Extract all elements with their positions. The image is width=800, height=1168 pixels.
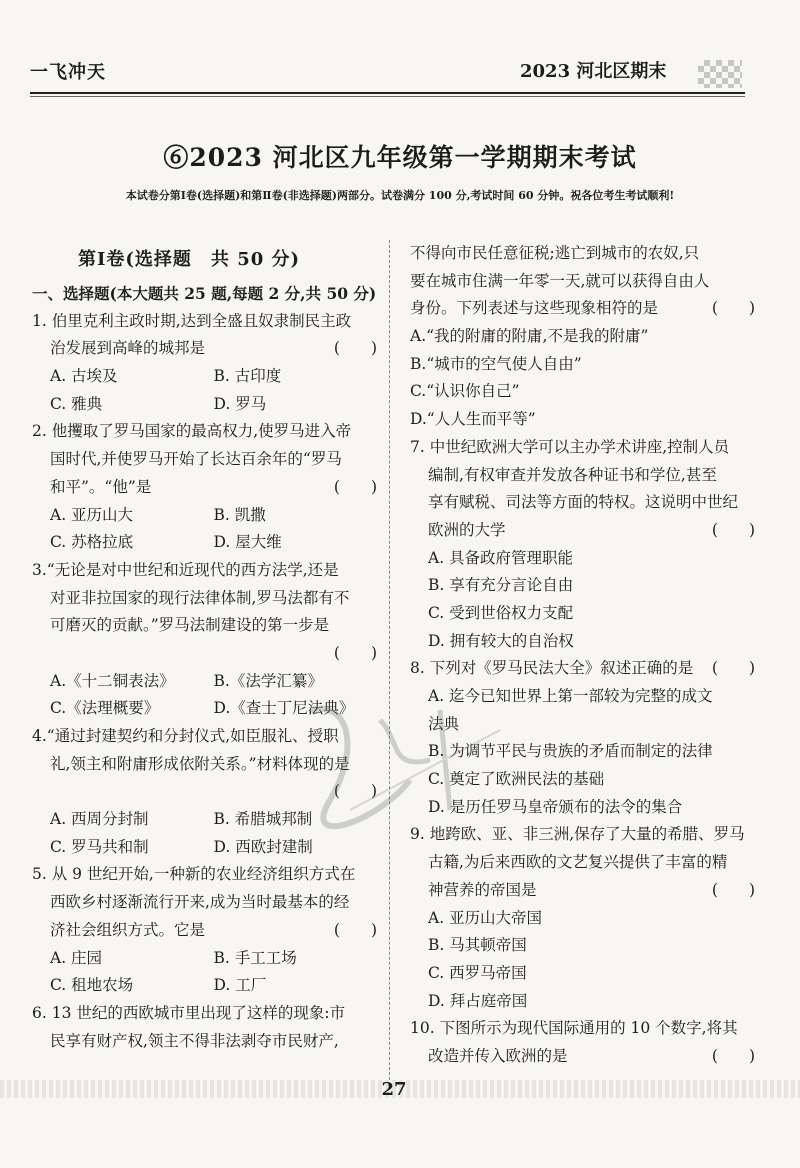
question-text: 要在城市住满一年零一天,就可以获得自由人 (410, 271, 710, 290)
option-d[interactable]: D. 西欧封建制 (213, 837, 313, 856)
question-text: 10. 下图所示为现代国际通用的 10 个数字,将其 (410, 1019, 738, 1038)
answer-blank[interactable]: ( ) (711, 520, 755, 539)
option-a[interactable]: A.《十二铜表法》 (50, 671, 175, 690)
right-column (410, 240, 755, 1071)
option-b[interactable]: B. 手工工场 (213, 948, 297, 967)
question-text: 1. 伯里克利主政时期,达到全盛且奴隶制民主政 (32, 311, 352, 330)
question-9 (410, 821, 755, 1015)
option-b[interactable]: B. 为调节平民与贵族的矛盾而制定的法律 (428, 742, 713, 761)
option-b[interactable]: B.《法学汇纂》 (213, 671, 323, 690)
option-b[interactable]: B. 古印度 (213, 367, 282, 386)
question-text: 不得向市民任意征税;逃亡到城市的农奴,只 (410, 244, 700, 262)
question-text: 国时代,并使罗马开始了长达百余年的“罗马 (50, 450, 342, 469)
option-d[interactable]: D. 屋大维 (213, 533, 282, 552)
question-text: 享有赋税、司法等方面的特权。这说明中世纪 (428, 493, 739, 512)
option-c[interactable]: C. 受到世俗权力支配 (428, 603, 574, 622)
option-a[interactable]: A. 亚历山大 (50, 505, 134, 524)
question-text: 西欧乡村逐渐流行开来,成为当时最基本的经 (50, 893, 350, 912)
question-7 (410, 434, 755, 656)
question-text: 4.“通过封建契约和分封仪式,如臣服礼、授职 (32, 727, 339, 745)
question-text: 编制,有权审查并发放各种证书和学位,甚至 (428, 465, 717, 484)
option-c[interactable]: C. 雅典 (50, 394, 103, 413)
exam-title: ⑥2023 河北区九年级第一学期期末考试 (163, 143, 637, 172)
option-a[interactable]: A. 庄园 (50, 948, 103, 967)
question-text: 可磨灭的贡献。”罗马法制建设的第一步是 (50, 616, 330, 635)
option-d[interactable]: D. 工厂 (213, 976, 267, 995)
watermark-logo (290, 690, 520, 830)
option-a[interactable]: A. 西周分封制 (50, 810, 149, 829)
option-a[interactable]: A.“我的附庸的附庸,不是我的附庸” (410, 327, 649, 346)
option-a[interactable]: A. 古埃及 (50, 367, 118, 386)
question-text: 对亚非拉国家的现行法律体制,罗马法都有不 (50, 588, 350, 607)
option-b[interactable]: B. 马其顿帝国 (428, 936, 527, 955)
question-text: 身份。下列表述与这些现象相符的是 ( ) (410, 295, 755, 323)
brand-logo: 一飞冲天 (30, 62, 106, 83)
option-a-cont[interactable]: 法典 (428, 714, 460, 733)
option-c[interactable]: C. 租地农场 (50, 976, 134, 995)
option-d[interactable]: D.《查士丁尼法典》 (213, 699, 355, 718)
option-c[interactable]: C. 苏格拉底 (50, 533, 134, 552)
exam-intro: 本试卷分第Ⅰ卷(选择题)和第Ⅱ卷(非选择题)两部分。试卷满分 100 分,考试时间 60 分钟。祝各位考生考试顺利! (125, 189, 675, 202)
option-a[interactable]: A. 亚历山大帝国 (428, 908, 543, 927)
option-d[interactable]: D. 拜占庭帝国 (428, 991, 528, 1010)
question-6-start (32, 1000, 377, 1055)
option-b[interactable]: B. 希腊城邦制 (213, 810, 313, 829)
answer-blank[interactable]: ( ) (333, 782, 377, 801)
header-divider-thin (30, 96, 745, 97)
option-c[interactable]: C. 奠定了欧洲民法的基础 (428, 770, 605, 789)
question-text: 神营养的帝国是 ( ) (410, 877, 755, 905)
option-d[interactable]: D. 罗马 (213, 394, 267, 413)
column-divider (389, 240, 390, 1080)
option-a[interactable]: A. 具备政府管理职能 (428, 548, 574, 567)
option-d[interactable]: D.“人人生而平等” (410, 410, 536, 429)
question-text: 和平”。“他”是 ( ) (32, 474, 377, 502)
answer-blank[interactable]: ( ) (333, 920, 377, 939)
question-text: 7. 中世纪欧洲大学可以主办学术讲座,控制人员 (410, 437, 730, 456)
question-text: 民享有财产权,领主不得非法剥夺市民财产, (50, 1031, 339, 1050)
answer-blank[interactable]: ( ) (711, 880, 755, 899)
option-c[interactable]: C.“认识你自己” (410, 382, 520, 401)
option-b[interactable]: B.“城市的空气使人自由” (410, 354, 582, 373)
option-c[interactable]: C. 西罗马帝国 (428, 963, 527, 982)
question-text: 礼,领主和附庸形成依附关系。”材料体现的是 (50, 754, 350, 773)
question-10 (410, 1015, 755, 1070)
question-text: 3.“无论是对中世纪和近现代的西方法学,还是 (32, 560, 339, 579)
option-d[interactable]: D. 是历任罗马皇帝颁布的法令的集合 (428, 797, 683, 816)
answer-blank[interactable]: ( ) (711, 659, 755, 678)
option-b[interactable]: B. 凯撒 (213, 505, 266, 524)
question-text: 9. 地跨欧、亚、非三洲,保存了大量的希腊、罗马 (410, 825, 745, 844)
answer-blank[interactable]: ( ) (333, 643, 377, 662)
part-heading: 一、选择题(本大题共 25 题,每题 2 分,共 50 分) (32, 284, 377, 303)
question-text: 8. 下列对《罗马民法大全》叙述正确的是 ( ) (410, 655, 755, 683)
question-text: 济社会组织方式。它是 ( ) (32, 917, 377, 945)
left-column (32, 240, 377, 1055)
option-d[interactable]: D. 拥有较大的自治权 (428, 631, 574, 650)
section-title: 第Ⅰ卷(选择题 共 50 分) (78, 249, 301, 270)
option-c[interactable]: C.《法理概要》 (50, 699, 160, 718)
question-text: 治发展到高峰的城邦是 ( ) (32, 335, 377, 363)
answer-blank[interactable]: ( ) (333, 339, 377, 358)
series-title: 2023 河北区期末 (520, 61, 667, 82)
option-b[interactable]: B. 享有充分言论自由 (428, 576, 574, 595)
question-text: 5. 从 9 世纪开始,一种新的农业经济组织方式在 (32, 865, 356, 884)
question-text: 6. 13 世纪的西欧城市里出现了这样的现象:市 (32, 1003, 346, 1022)
question-5 (32, 861, 377, 999)
answer-blank[interactable]: ( ) (711, 299, 755, 318)
question-text: 2. 他攫取了罗马国家的最高权力,使罗马进入帝 (32, 422, 352, 441)
question-2 (32, 418, 377, 556)
page-number: 27 (381, 1079, 407, 1100)
question-1 (32, 308, 377, 419)
option-c[interactable]: C. 罗马共和制 (50, 837, 149, 856)
answer-blank[interactable]: ( ) (333, 477, 377, 496)
header-divider (30, 92, 745, 94)
question-text: 古籍,为后来西欧的文艺复兴提供了丰富的精 (428, 853, 728, 872)
answer-blank[interactable]: ( ) (711, 1046, 755, 1065)
question-6-cont (410, 240, 755, 434)
question-text: 改造并传入欧洲的是 ( ) (410, 1043, 755, 1071)
question-text: 欧洲的大学 ( ) (410, 517, 755, 545)
option-a[interactable]: A. 迄今已知世界上第一部较为完整的成文 (428, 687, 713, 705)
checker-ornament (698, 60, 742, 88)
